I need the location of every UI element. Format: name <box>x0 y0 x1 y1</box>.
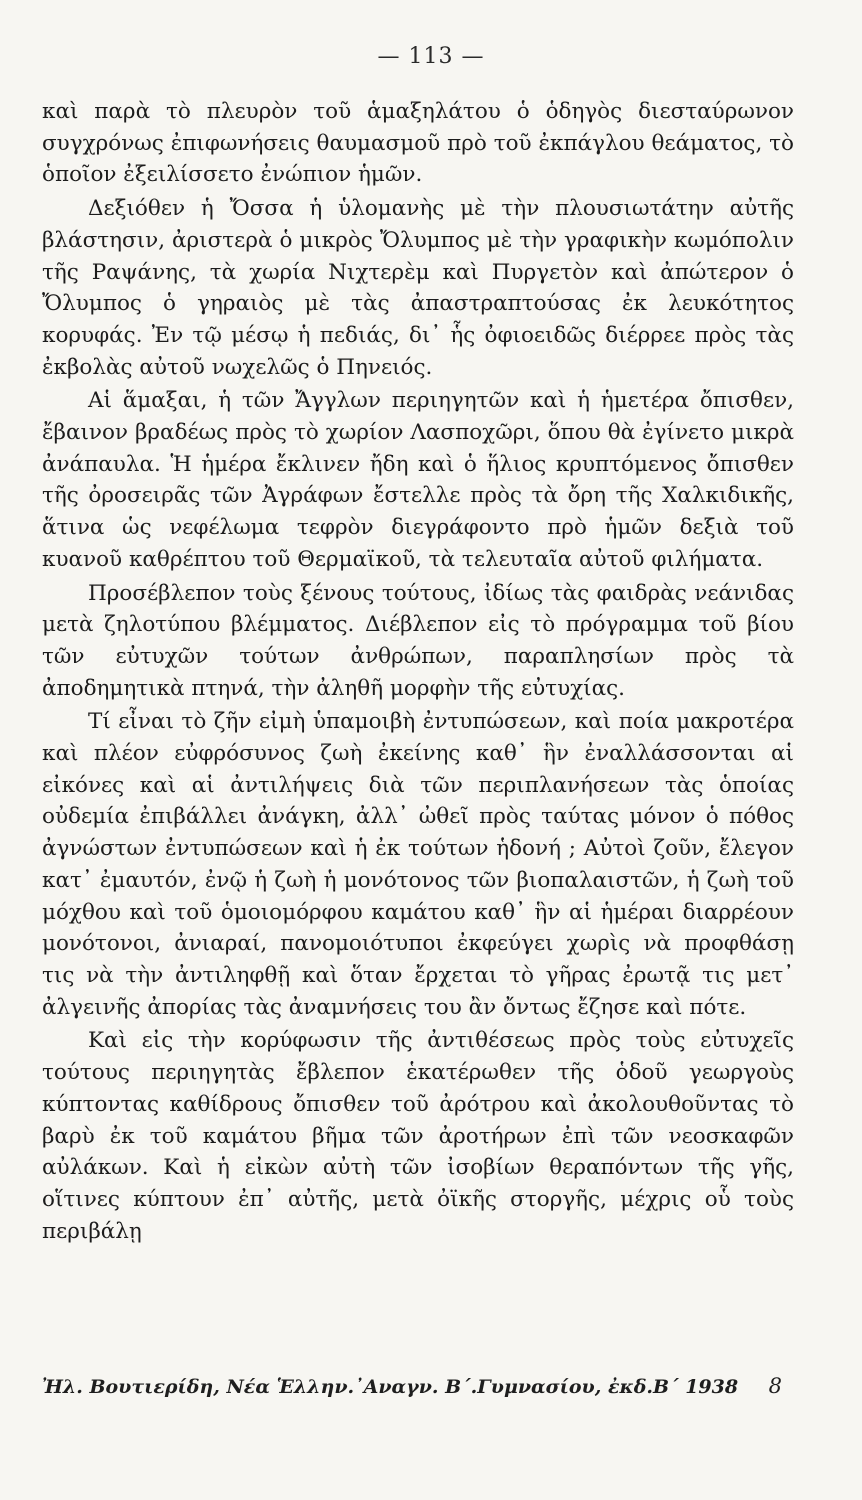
paragraph-5: Τί εἶναι τὸ ζῆν εἰμὴ ὑπαμοιβὴ ἐντυπώσεων, καὶ ποία μακροτέρα καὶ πλέον εὐφρόσυνος ζωὴ ἐκείνης καθ᾿ ἣν ἐναλλάσσονται αἱ εἰκόνες καὶ αἱ ἀντιλήψεις διὰ τῶν περιπλανήσεων τὰς ὁποίας οὐδεμία ἐπιβάλλει ἀνάγκη, ἀλλ᾿ ὠθεῖ πρὸς ταύτας μόνον ὁ πόθος ἀγνώστων ἐντυπώσεων καὶ ἡ ἐκ τούτων ἡδονή ; Αὐτοὶ ζοῦν, ἔλεγον κατ᾿ ἐμαυτόν, ἐνῷ ἡ ζωὴ ἡ μονότονος τῶν βιοπαλαιστῶν, ἡ ζωὴ τοῦ μόχθου καὶ τοῦ ὁμοιομόρφου καμάτου καθ᾿ ἣν αἱ ἡμέραι διαρρέουν μονότονοι, ἀνιαραί, πανομοιότυποι ἐκφεύγει χωρὶς νὰ προφθάσῃ τις νὰ τὴν ἀντιληφθῇ καὶ ὅταν ἔρχεται τὸ γῆρας ἐρωτᾷ τις μετ᾿ ἀλγεινῆς ἀπορίας τὰς ἀναμνήσεις του ἂν ὄντως ἔζησε καὶ πότε. <box>42 709 794 1020</box>
source-citation: Ἠλ. Βουτιερίδη, Νέα Ἑλλην.᾿Αναγν. Β΄.Γυμνασίου, ἐκδ.Β΄ 1938 <box>42 1376 739 1398</box>
paragraph-6: Καὶ εἰς τὴν κορύφωσιν τῆς ἀντιθέσεως πρὸς τοὺς εὐτυχεῖς τούτους περιηγητὰς ἔβλεπον ἑκατέρωθεν τῆς ὁδοῦ γεωργοὺς κύπτοντας καθίδρους ὄπισθεν τοῦ ἀρότρου καὶ ἀκολουθοῦντας τὸ βαρὺ ἐκ τοῦ καμάτου βῆμα τῶν ἀροτήρων ἐπὶ τῶν νεοσκαφῶν αὐλάκων. Καὶ ἡ εἰκὼν αὐτὴ τῶν ἰσοβίων θεραπόντων τῆς γῆς, οἵτινες κύπτουν ἐπ᾿ αὐτῆς, μετὰ ὀϊκῆς στοργῆς, μέχρις οὗ τοὺς περιβάλῃ <box>42 1028 794 1244</box>
paragraph-3: Αἱ ἅμαξαι, ἡ τῶν Ἄγγλων περιηγητῶν καὶ ἡ ἡμετέρα ὄπισθεν, ἔβαινον βραδέως πρὸς τὸ χωρίον Λασποχῶρι, ὅπου θὰ ἐγίνετο μικρὰ ἀνάπαυλα. Ἡ ἡμέρα ἔκλινεν ἤδη καὶ ὁ ἥλιος κρυπτόμενος ὄπισθεν τῆς ὀροσειρᾶς τῶν Ἀγράφων ἔστελλε πρὸς τὰ ὄρη τῆς Χαλκιδικῆς, ἅτινα ὡς νεφέλωμα τεφρὸν διεγράφοντο πρὸ ἡμῶν δεξιὰ τοῦ κυανοῦ καθρέπτου τοῦ Θερμαϊκοῦ, τὰ τελευταῖα αὐτοῦ φιλήματα. <box>42 388 794 572</box>
page-number: — 113 — <box>377 44 485 69</box>
source-footer <box>42 1374 782 1398</box>
paragraph-1: καὶ παρὰ τὸ πλευρὸν τοῦ ἁμαξηλάτου ὁ ὁδηγὸς διεσταύρωνον συγχρόνως ἐπιφωνήσεις θαυμασμοῦ πρὸ τοῦ ἐκπάγλου θεάματος, τὸ ὁποῖον ἐξειλίσσετο ἐνώπιον ἡμῶν. <box>42 99 794 188</box>
paragraph-2: Δεξιόθεν ἡ Ὄσσα ἡ ὑλομανὴς μὲ τὴν πλουσιωτάτην αὐτῆς βλάστησιν, ἀριστερὰ ὁ μικρὸς Ὄλυμπος μὲ τὴν γραφικὴν κωμόπολιν τῆς Ραψάνης, τὰ χωρία Νιχτερὲμ καὶ Πυργετὸν καὶ ἀπώτερον ὁ Ὄλυμπος ὁ γηραιὸς μὲ τὰς ἀπαστραπτούσας ἐκ λευκότητος κορυφάς. Ἐν τῷ μέσῳ ἡ πεδιάς, δι᾿ ἧς ὀφιοειδῶς διέρρεε πρὸς τὰς ἐκβολὰς αὐτοῦ νωχελῶς ὁ Πηνειός. <box>42 196 794 380</box>
body-text <box>42 96 794 1247</box>
footer-page-mark: 8 <box>768 1374 782 1398</box>
paragraph-4: Προσέβλεπον τοὺς ξένους τούτους, ἰδίως τὰς φαιδρὰς νεάνιδας μετὰ ζηλοτύπου βλέμματος. Διέβλεπον εἰς τὸ πρόγραμμα τοῦ βίου τῶν εὐτυχῶν τούτων ἀνθρώπων, παραπλησίων πρὸς τὰ ἀποδημητικὰ πτηνά, τὴν ἀληθῆ μορφὴν τῆς εὐτυχίας. <box>42 580 794 701</box>
